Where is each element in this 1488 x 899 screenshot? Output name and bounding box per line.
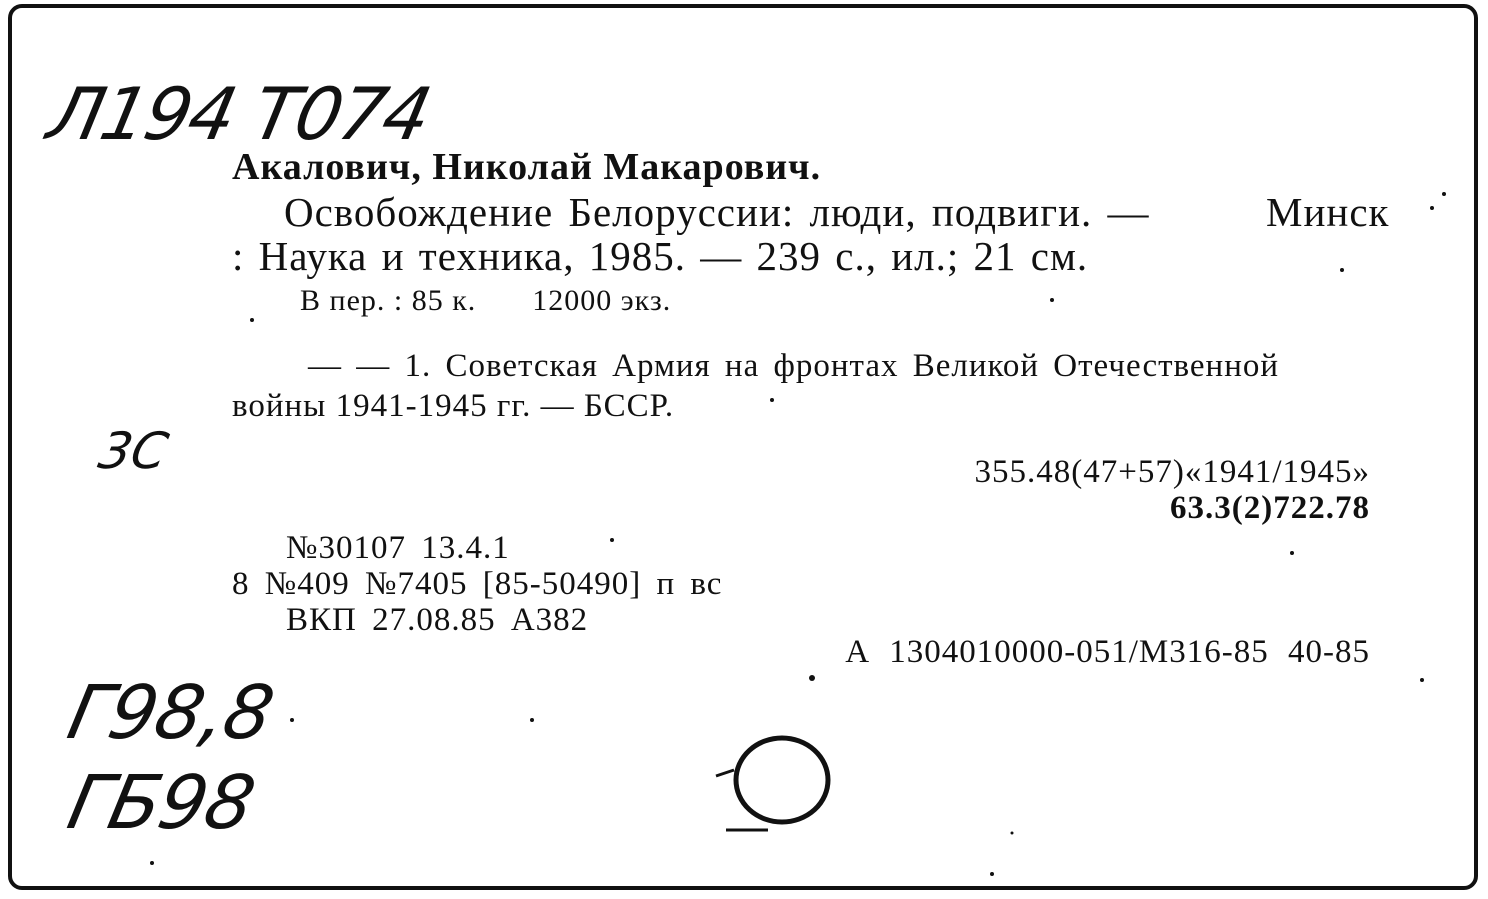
title-line-2: : Наука и техника, 1985. — 239 с., ил.; 21 см.	[232, 233, 1089, 279]
record-number-line-3: ВКП 27.08.85 А382	[286, 602, 589, 638]
handwritten-mark-3c: 3С	[93, 422, 173, 480]
print-run: 12000 экз.	[532, 284, 672, 317]
handwritten-shelf-code: Г98,8	[60, 670, 281, 756]
title-text: Освобождение Белоруссии: люди, подвиги. —	[284, 189, 1150, 235]
paper-specks	[12, 8, 1474, 886]
subject-heading-line-2: войны 1941-1945 гг. — БССР.	[232, 388, 675, 424]
publication-place: Минск	[1266, 189, 1390, 235]
catalog-card	[8, 4, 1478, 890]
udc-classification: 355.48(47+57)«1941/1945»	[974, 454, 1370, 490]
author-heading: Акалович, Николай Макарович.	[232, 146, 822, 188]
handwritten-index-gb: ГБ98	[60, 760, 262, 846]
price: В пер. : 85 к.	[300, 284, 477, 317]
record-number-line-1: №30107 13.4.1	[286, 530, 510, 566]
record-number-line-2: 8 №409 №7405 [85-50490] п вс	[232, 566, 723, 602]
handwritten-call-number: Л194 Т074	[41, 72, 437, 156]
subject-heading-line-1: — — 1. Советская Армия на фронтах Великой Отечественной	[308, 348, 1280, 384]
bbk-classification: 63.3(2)722.78	[1170, 490, 1370, 526]
publisher-code: А 1304010000-051/М316-85 40-85	[845, 634, 1370, 670]
